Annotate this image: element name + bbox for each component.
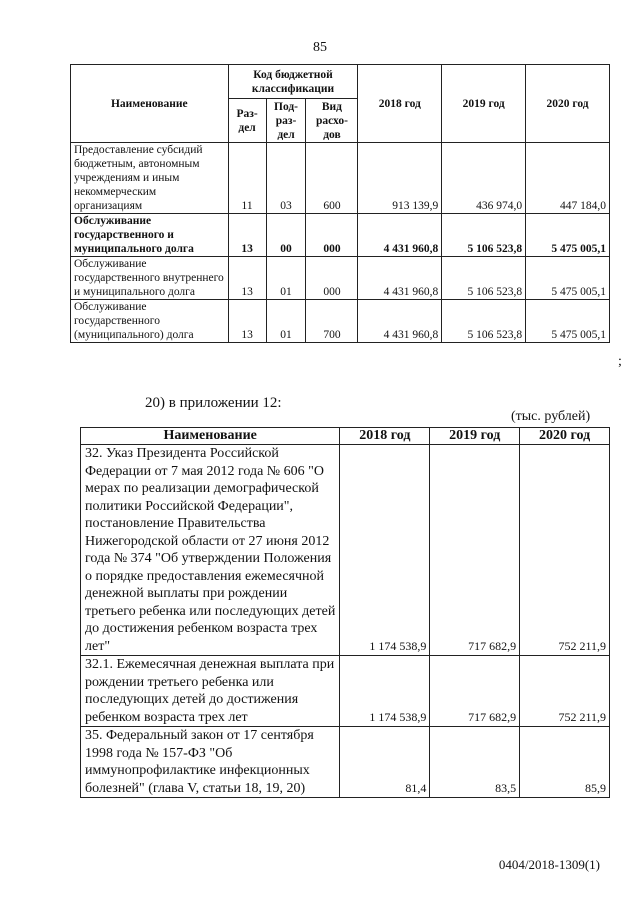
row-section: 13 — [228, 214, 266, 257]
row-2020: 5 475 005,1 — [526, 300, 610, 343]
row-name: Обслуживание государственного внутреннего и муниципального долга — [71, 257, 229, 300]
header-2018: 2018 год — [358, 65, 442, 143]
row-2018: 4 431 960,8 — [358, 257, 442, 300]
page-number: 85 — [313, 40, 327, 55]
row-name: Обслуживание государственного (муниципального) долга — [71, 300, 229, 343]
row-subsection: 00 — [266, 214, 306, 257]
row-section: 13 — [228, 300, 266, 343]
document-id: 0404/2018-1309(1) — [498, 857, 600, 872]
row-expense-type: 600 — [306, 143, 358, 214]
row-2018: 4 431 960,8 — [358, 300, 442, 343]
row-section: 11 — [228, 143, 266, 214]
header-2020: 2020 год — [520, 428, 610, 445]
row-2018: 4 431 960,8 — [358, 214, 442, 257]
row-2020: 752 211,9 — [520, 445, 610, 656]
row-2020: 5 475 005,1 — [526, 214, 610, 257]
row-subsection: 01 — [266, 257, 306, 300]
row-2019: 5 106 523,8 — [442, 300, 526, 343]
row-name: 32.1. Ежемесячная денежная выплата при рождении третьего ребенка или последующих детей до достижения ребенком возраста трех лет — [81, 656, 340, 727]
table-row — [81, 656, 610, 727]
row-name: 32. Указ Президента Российской Федерации от 7 мая 2012 года № 606 "О мерах по реализации демографической политики Российской Федерации", постановление Правительства Нижегородской области от 27 июня 2012 года № 374 "Об утверждении Положения о порядке предоставления ежемесячной денежной выплаты при рождении третьего ребенка или последующих детей до достижения ребенком возраста трех лет" — [81, 445, 340, 656]
row-2020: 447 184,0 — [526, 143, 610, 214]
header-name: Наименование — [81, 428, 340, 445]
row-2019: 5 106 523,8 — [442, 257, 526, 300]
row-2019: 717 682,9 — [430, 656, 520, 727]
row-2018: 1 174 538,9 — [340, 445, 430, 656]
row-name: Предоставление субсидий бюджетным, автономным учреждениям и иным некоммерческим организациям — [71, 143, 229, 214]
row-expense-type: 000 — [306, 257, 358, 300]
row-subsection: 03 — [266, 143, 306, 214]
table-row — [71, 257, 610, 300]
table-row — [71, 143, 610, 214]
row-2020: 752 211,9 — [520, 656, 610, 727]
appendix-12-table — [80, 427, 610, 798]
row-subsection: 01 — [266, 300, 306, 343]
row-name: 35. Федеральный закон от 17 сентября 1998 года № 157-ФЗ "Об иммунопрофилактике инфекционных болезней" (глава V, статьи 18, 19, 20) — [81, 727, 340, 798]
row-expense-type: 700 — [306, 300, 358, 343]
row-2019: 717 682,9 — [430, 445, 520, 656]
header-2018: 2018 год — [340, 428, 430, 445]
units-label: (тыс. рублей) — [511, 409, 591, 424]
table-row — [81, 727, 610, 798]
header-subsection: Под- раз- дел — [266, 99, 306, 143]
row-name: Обслуживание государственного и муниципального долга — [71, 214, 229, 257]
budget-classification-table — [70, 64, 610, 343]
appendix-intro: 20) в приложении 12: — [145, 395, 282, 411]
table-row — [71, 300, 610, 343]
row-2018: 81,4 — [340, 727, 430, 798]
trailing-semicolon: ; — [618, 354, 622, 369]
row-2018: 1 174 538,9 — [340, 656, 430, 727]
row-2019: 83,5 — [430, 727, 520, 798]
header-2020: 2020 год — [526, 65, 610, 143]
header-2019: 2019 год — [430, 428, 520, 445]
row-expense-type: 000 — [306, 214, 358, 257]
header-2019: 2019 год — [442, 65, 526, 143]
row-section: 13 — [228, 257, 266, 300]
row-2020: 85,9 — [520, 727, 610, 798]
row-2018: 913 139,9 — [358, 143, 442, 214]
table-row — [81, 445, 610, 656]
header-expense-type: Вид расхо- дов — [306, 99, 358, 143]
row-2019: 5 106 523,8 — [442, 214, 526, 257]
header-section: Раз- дел — [228, 99, 266, 143]
row-2019: 436 974,0 — [442, 143, 526, 214]
header-name: Наименование — [71, 65, 229, 143]
table-row — [71, 214, 610, 257]
header-code-group: Код бюджетной классификации — [228, 65, 358, 99]
row-2020: 5 475 005,1 — [526, 257, 610, 300]
